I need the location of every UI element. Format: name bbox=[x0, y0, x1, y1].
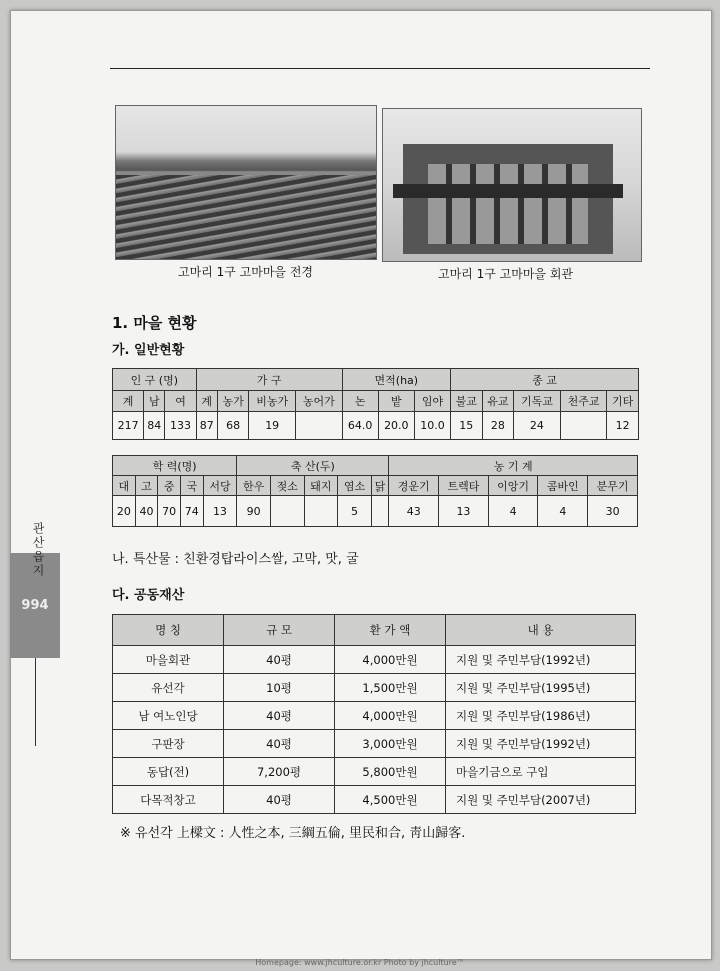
col-header: 분무기 bbox=[588, 476, 638, 496]
group-header: 축 산(두) bbox=[237, 456, 389, 476]
table-cell: 24 bbox=[514, 412, 561, 440]
footnote: ※ 유선각 上樑文 : 人性之本, 三綱五倫, 里民和合, 靑山歸客. bbox=[120, 826, 466, 841]
village-hall-photo bbox=[382, 108, 642, 262]
specialty-products: 나. 특산물 : 친환경탑라이스쌀, 고막, 맛, 굴 bbox=[112, 552, 359, 567]
table-cell: 지원 및 주민부담(2007년) bbox=[446, 786, 636, 814]
table-cell: 40 bbox=[135, 496, 158, 527]
col-header: 국 bbox=[180, 476, 203, 496]
table-cell: 마을기금으로 구입 bbox=[446, 758, 636, 786]
table-cell: 133 bbox=[165, 412, 196, 440]
watermark-footer: Homepage: www.jhculture.or.kr Photo by jhculture™ bbox=[255, 958, 465, 967]
col-header: 불교 bbox=[451, 391, 483, 412]
table-row bbox=[113, 758, 636, 786]
table-cell: 64.0 bbox=[342, 412, 378, 440]
table-cell: 4,000만원 bbox=[335, 702, 446, 730]
col-header: 남 bbox=[144, 391, 165, 412]
photo2-caption: 고마리 1구 고마마을 회관 bbox=[438, 267, 573, 281]
col-header: 고 bbox=[135, 476, 158, 496]
section-title: 1. 마을 현황 bbox=[112, 314, 197, 332]
table-cell: 68 bbox=[217, 412, 249, 440]
group-header: 가 구 bbox=[196, 369, 342, 391]
village-panorama-photo bbox=[115, 105, 377, 260]
table-row bbox=[113, 674, 636, 702]
table-cell: 남 여노인당 bbox=[113, 702, 224, 730]
table-cell bbox=[304, 496, 338, 527]
col-header: 콤바인 bbox=[538, 476, 588, 496]
col-header: 환 가 액 bbox=[335, 615, 446, 646]
table-cell: 동답(전) bbox=[113, 758, 224, 786]
group-header: 학 력(명) bbox=[113, 456, 237, 476]
col-header: 트렉타 bbox=[439, 476, 489, 496]
table-cell: 4 bbox=[488, 496, 538, 527]
table-cell: 217 bbox=[113, 412, 144, 440]
table-row bbox=[113, 702, 636, 730]
col-header: 규 모 bbox=[224, 615, 335, 646]
table-cell: 20 bbox=[113, 496, 136, 527]
table-cell: 12 bbox=[607, 412, 639, 440]
table-cell: 구판장 bbox=[113, 730, 224, 758]
col-header: 비농가 bbox=[249, 391, 296, 412]
table-row bbox=[113, 730, 636, 758]
col-header: 임야 bbox=[414, 391, 450, 412]
table-cell bbox=[371, 496, 389, 527]
table-cell: 40평 bbox=[224, 646, 335, 674]
col-header: 명 칭 bbox=[113, 615, 224, 646]
table-cell: 43 bbox=[389, 496, 439, 527]
table-cell: 지원 및 주민부담(1992년) bbox=[446, 646, 636, 674]
table-cell: 74 bbox=[180, 496, 203, 527]
col-header: 여 bbox=[165, 391, 196, 412]
table-cell: 90 bbox=[237, 496, 271, 527]
table-cell: 15 bbox=[451, 412, 483, 440]
table-cell: 지원 및 주민부담(1992년) bbox=[446, 730, 636, 758]
table-cell: 84 bbox=[144, 412, 165, 440]
table-cell: 10.0 bbox=[414, 412, 450, 440]
col-header: 밭 bbox=[378, 391, 414, 412]
table-cell: 13 bbox=[203, 496, 237, 527]
col-header: 돼지 bbox=[304, 476, 338, 496]
book-title: 관산읍지 bbox=[31, 522, 45, 578]
col-header: 서당 bbox=[203, 476, 237, 496]
table-cell: 28 bbox=[482, 412, 514, 440]
table-cell: 40평 bbox=[224, 702, 335, 730]
col-header: 계 bbox=[196, 391, 217, 412]
education-livestock-table bbox=[112, 455, 638, 527]
subsection-general: 가. 일반현황 bbox=[112, 343, 185, 358]
col-header: 경운기 bbox=[389, 476, 439, 496]
col-header: 내 용 bbox=[446, 615, 636, 646]
table-cell: 4,000만원 bbox=[335, 646, 446, 674]
table-cell bbox=[270, 496, 304, 527]
table-cell: 30 bbox=[588, 496, 638, 527]
common-property-table bbox=[112, 614, 636, 814]
subsection-common-property: 다. 공동재산 bbox=[112, 588, 185, 603]
col-header: 농어가 bbox=[296, 391, 343, 412]
table-cell: 87 bbox=[196, 412, 217, 440]
table-cell: 1,500만원 bbox=[335, 674, 446, 702]
group-header: 면적(ha) bbox=[342, 369, 450, 391]
top-rule bbox=[110, 68, 650, 69]
col-header: 중 bbox=[158, 476, 181, 496]
col-header: 닭 bbox=[371, 476, 389, 496]
table-cell: 40평 bbox=[224, 786, 335, 814]
table-cell: 7,200평 bbox=[224, 758, 335, 786]
col-header: 대 bbox=[113, 476, 136, 496]
table-cell: 다목적창고 bbox=[113, 786, 224, 814]
table-cell: 마을회관 bbox=[113, 646, 224, 674]
photo1-caption: 고마리 1구 고마마을 전경 bbox=[178, 265, 313, 279]
table-cell: 10평 bbox=[224, 674, 335, 702]
page-number: 994 bbox=[21, 598, 49, 613]
group-header: 농 기 계 bbox=[389, 456, 638, 476]
col-header: 유교 bbox=[482, 391, 514, 412]
table-cell: 4,500만원 bbox=[335, 786, 446, 814]
col-header: 농가 bbox=[217, 391, 249, 412]
col-header: 젖소 bbox=[270, 476, 304, 496]
group-header: 인 구 (명) bbox=[113, 369, 197, 391]
table-cell: 70 bbox=[158, 496, 181, 527]
table-cell: 19 bbox=[249, 412, 296, 440]
table-cell bbox=[296, 412, 343, 440]
table-row bbox=[113, 646, 636, 674]
table-cell: 5,800만원 bbox=[335, 758, 446, 786]
table-cell: 3,000만원 bbox=[335, 730, 446, 758]
table-cell: 20.0 bbox=[378, 412, 414, 440]
col-header: 기독교 bbox=[514, 391, 561, 412]
table-cell: 유선각 bbox=[113, 674, 224, 702]
table-cell: 13 bbox=[439, 496, 489, 527]
col-header: 천주교 bbox=[560, 391, 607, 412]
col-header: 기타 bbox=[607, 391, 639, 412]
table-cell: 40평 bbox=[224, 730, 335, 758]
col-header: 계 bbox=[113, 391, 144, 412]
table-cell bbox=[560, 412, 607, 440]
table-cell: 4 bbox=[538, 496, 588, 527]
col-header: 한우 bbox=[237, 476, 271, 496]
col-header: 염소 bbox=[338, 476, 372, 496]
col-header: 이앙기 bbox=[488, 476, 538, 496]
side-rule bbox=[35, 658, 36, 746]
table-row bbox=[113, 786, 636, 814]
group-header: 종 교 bbox=[451, 369, 639, 391]
table-cell: 지원 및 주민부담(1995년) bbox=[446, 674, 636, 702]
col-header: 논 bbox=[342, 391, 378, 412]
general-status-table bbox=[112, 368, 639, 440]
table-cell: 5 bbox=[338, 496, 372, 527]
table-cell: 지원 및 주민부담(1986년) bbox=[446, 702, 636, 730]
